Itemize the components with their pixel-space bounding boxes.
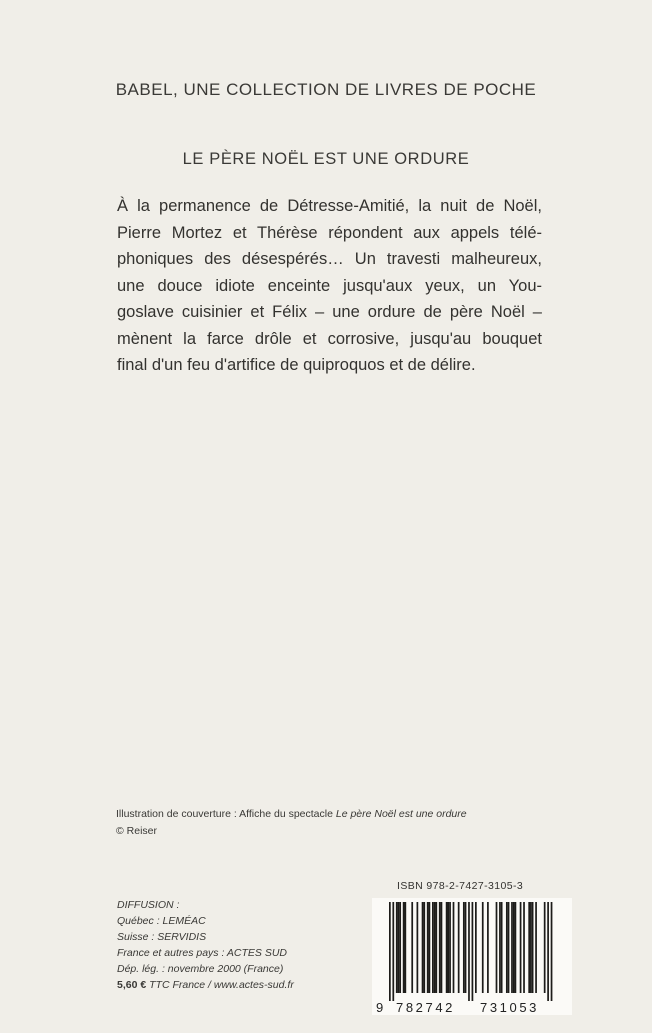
barcode-bar: [523, 902, 525, 993]
barcode-bar: [432, 902, 434, 993]
blurb-line: final d'un feu d'artifice de quiproquos et de délire.: [117, 356, 476, 374]
barcode-bar: [446, 902, 448, 993]
barcode-bar: [434, 902, 436, 993]
barcode-bar: [496, 902, 498, 993]
barcode: [372, 898, 572, 1015]
barcode-bar: [528, 902, 530, 993]
barcode-bar: [515, 902, 517, 993]
isbn-label: ISBN 978-2-7427-3105-3: [397, 880, 524, 892]
blurb-line: mènent la farce drôle et corrosive, jusqu'au bouquet: [117, 329, 542, 348]
barcode-bar: [487, 902, 489, 993]
barcode-bar: [429, 902, 431, 993]
barcode-bar: [520, 902, 522, 993]
barcode-first-digit: 9: [376, 1000, 384, 1015]
barcode-bar: [439, 902, 441, 993]
barcode-bar: [417, 902, 419, 993]
barcode-bar: [513, 902, 515, 993]
price-line: [117, 977, 387, 993]
blurb-line: Pierre Mortez et Thérèse répondent aux appels télé-: [117, 223, 542, 242]
distribution-info: [117, 897, 387, 993]
barcode-bar: [403, 902, 405, 993]
barcode-bar: [398, 902, 400, 993]
diffusion-france: France et autres pays : ACTES SUD: [117, 947, 288, 959]
barcode-bar: [508, 902, 510, 993]
barcode-bar: [506, 902, 508, 993]
blurb-line: une douce idiote enceinte jusqu'aux yeux, un You-: [117, 276, 542, 295]
barcode-bar: [499, 902, 501, 993]
series-name: BABEL, UNE COLLECTION DE LIVRES DE POCHE: [115, 80, 537, 99]
diffusion-quebec: Québec : LEMÉAC: [117, 915, 206, 927]
cover-illustration-credit: [116, 806, 556, 840]
credit-work-title: Le père Noël est une ordure: [335, 808, 467, 820]
diffusion-heading: DIFFUSION :: [117, 899, 180, 911]
credit-line: [116, 806, 556, 823]
barcode-bar: [447, 902, 449, 993]
barcode-bar: [535, 902, 537, 993]
barcode-bar: [441, 902, 443, 993]
barcode-bar: [458, 902, 460, 993]
barcode-bar: [511, 902, 513, 993]
credit-prefix: Illustration de couverture : Affiche du spectacle: [116, 808, 336, 820]
legal-deposit: Dép. lég. : novembre 2000 (France): [117, 963, 284, 975]
barcode-digits: [372, 1000, 572, 1020]
blurb-line: À la permanence de Détresse-Amitié, la nuit de Noël,: [117, 197, 542, 215]
barcode-bar: [501, 902, 503, 993]
barcode-bars: [372, 898, 572, 1002]
barcode-bar: [435, 902, 437, 993]
barcode-right-group: 731053: [480, 1000, 539, 1015]
barcode-bar: [465, 902, 467, 993]
barcode-bar: [453, 902, 455, 993]
barcode-guard-bar: [472, 902, 474, 1001]
barcode-guard-bar: [551, 902, 553, 1001]
barcode-bar: [463, 902, 465, 993]
barcode-bar: [530, 902, 532, 993]
barcode-bar: [422, 902, 424, 993]
barcode-guard-bar: [547, 902, 549, 1001]
barcode-bar: [449, 902, 451, 993]
book-title: LE PÈRE NOËL EST UNE ORDURE: [182, 150, 470, 168]
price: 5,60 €: [117, 979, 147, 991]
barcode-guard-bar: [468, 902, 470, 1001]
barcode-bar: [532, 902, 534, 993]
barcode-bar: [544, 902, 546, 993]
barcode-bar: [396, 902, 398, 993]
blurb-line: phoniques des désespérés… Un travesti malheureux,: [117, 250, 542, 268]
barcode-guard-bar: [389, 902, 391, 1001]
barcode-bar: [404, 902, 406, 993]
barcode-bar: [475, 902, 477, 993]
price-details: TTC France / www.actes-sud.fr: [146, 979, 294, 991]
blurb-line: goslave cuisinier et Félix – une ordure de père Noël –: [117, 303, 542, 321]
barcode-bar: [427, 902, 429, 993]
barcode-guard-bar: [392, 902, 394, 1001]
barcode-bar: [423, 902, 425, 993]
barcode-bar: [482, 902, 484, 993]
book-blurb: [117, 193, 542, 379]
diffusion-suisse: Suisse : SERVIDIS: [117, 931, 207, 943]
barcode-bar: [411, 902, 413, 993]
credit-copyright: © Reiser: [116, 825, 157, 837]
barcode-bar: [399, 902, 401, 993]
barcode-left-group: 782742: [396, 1000, 455, 1015]
